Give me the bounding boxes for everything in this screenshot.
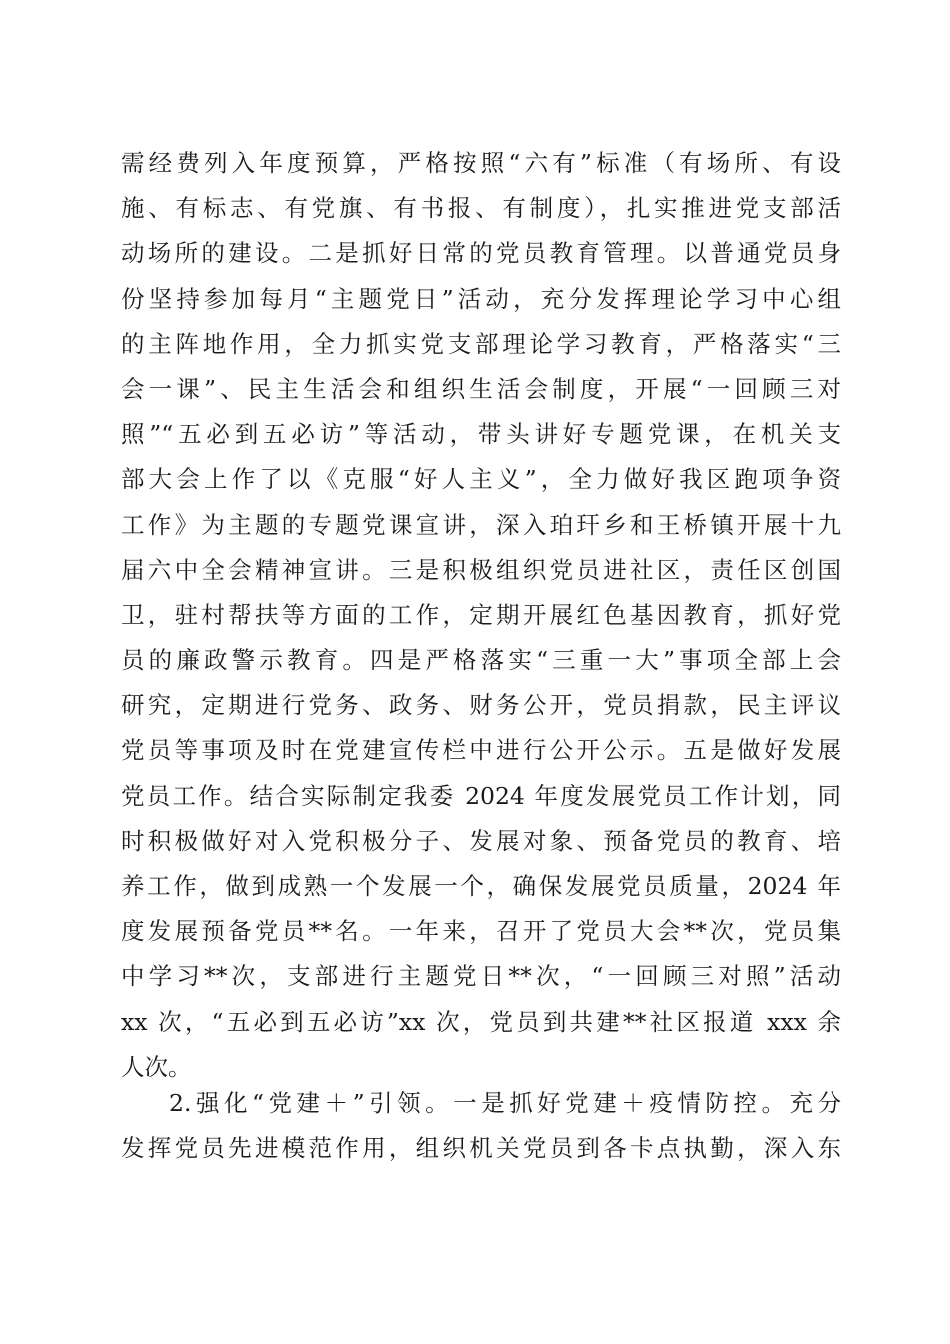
text-line: 卫，驻村帮扶等方面的工作，定期开展红色基因教育，抓好党 xyxy=(121,600,841,629)
text-line: 需经费列入年度预算，严格按照“六有”标准（有场所、有设 xyxy=(121,149,841,177)
text-line: 党员工作。结合实际制定我委 2024 年度发展党员工作计划，同 xyxy=(121,781,841,810)
text-line: 的主阵地作用，全力抓实党支部理论学习教育，严格落实“三 xyxy=(121,329,841,358)
text-line: 时积极做好对入党积极分子、发展对象、预备党员的教育、培 xyxy=(121,826,841,855)
text-line: 党员等事项及时在党建宣传栏中进行公开公示。五是做好发展 xyxy=(121,736,841,765)
text-line: 中学习**次，支部进行主题党日**次，“一回顾三对照”活动 xyxy=(121,962,841,991)
text-line: 施、有标志、有党旗、有书报、有制度），扎实推进党支部活 xyxy=(121,194,841,223)
text-line: 养工作，做到成熟一个发展一个，确保发展党员质量，2024 年 xyxy=(121,872,841,900)
text-line: 照”“五必到五必访”等活动，带头讲好专题党课，在机关支 xyxy=(121,420,841,449)
text-line: 部大会上作了以《克服“好人主义”，全力做好我区跑项争资 xyxy=(121,465,841,494)
text-line: 发挥党员先进模范作用，组织机关党员到各卡点执勤，深入东 xyxy=(121,1134,841,1163)
paragraph-1 xyxy=(121,141,841,1090)
text-line: 动场所的建设。二是抓好日常的党员教育管理。以普通党员身 xyxy=(121,239,841,268)
text-line: 员的廉政警示教育。四是严格落实“三重一大”事项全部上会 xyxy=(121,646,841,675)
text-line: 人次。 xyxy=(121,1052,192,1081)
text-line: 份坚持参加每月“主题党日”活动，充分发挥理论学习中心组 xyxy=(121,284,841,313)
text-line: 届六中全会精神宣讲。三是积极组织党员进社区，责任区创国 xyxy=(121,555,841,584)
text-line: xx 次，“五必到五必访”xx 次，党员到共建**社区报道 xxx 余 xyxy=(121,1007,841,1036)
text-line: 会一课”、民主生活会和组织生活会制度，开展“一回顾三对 xyxy=(121,374,841,403)
text-line: 工作》为主题的专题党课宣讲，深入珀玕乡和王桥镇开展十九 xyxy=(121,510,841,539)
text-line: 研究，定期进行党务、政务、财务公开，党员捐款，民主评议 xyxy=(121,691,841,720)
text-line: 2.强化“党建＋”引领。一是抓好党建＋疫情防控。充分 xyxy=(169,1089,841,1117)
text-line: 度发展预备党员**名。一年来，召开了党员大会**次，党员集 xyxy=(121,917,841,946)
paragraph-2 xyxy=(121,1081,841,1171)
